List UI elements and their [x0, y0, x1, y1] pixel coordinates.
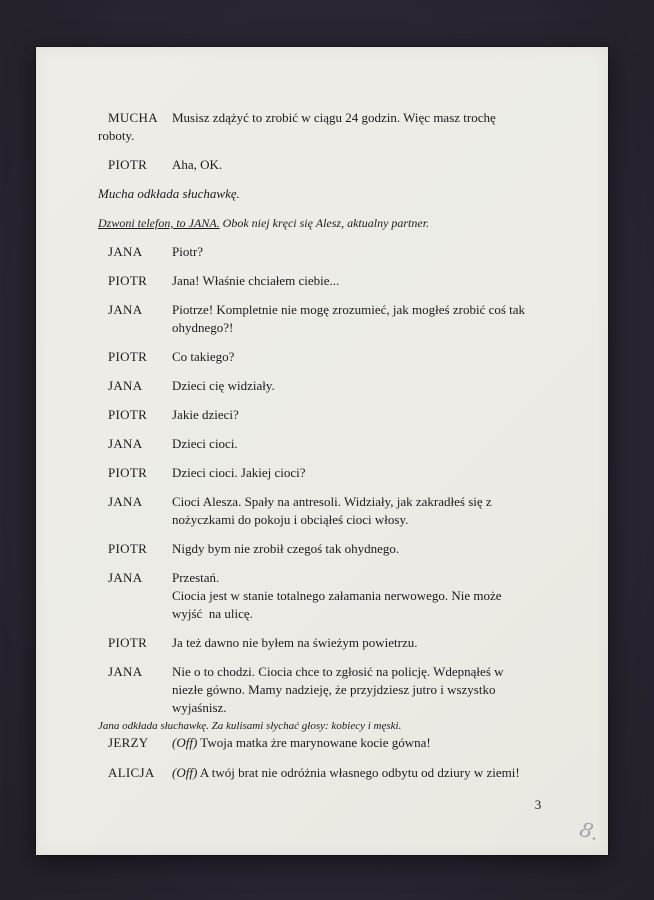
dialogue-line: wyjść na ulicę.	[172, 606, 253, 621]
page-number: 3	[534, 797, 542, 812]
dialogue-block	[98, 301, 608, 337]
dialogue-line: Ja też dawno nie byłem na świeżym powietrzu.	[172, 635, 418, 650]
stage-direction-underlined: Dzwoni telefon, to JANA.	[98, 216, 220, 230]
dialogue-line: niezłe gówno. Mamy nadzieję, że przyjdziesz jutro i wszystko	[172, 682, 496, 697]
dialogue-block	[98, 464, 608, 482]
dialogue-line: Piotrze! Kompletnie nie mogę zrozumieć, jak mogłeś zrobić coś tak	[172, 302, 526, 317]
dialogue-block	[98, 569, 608, 623]
stage-direction: Jana odkłada słuchawkę. Za kulisami słychać głosy: kobiecy i męski.	[98, 720, 402, 732]
speaker-name: PIOTR	[108, 541, 148, 556]
speaker-name: JANA	[108, 244, 143, 259]
stage-direction-rest: Obok niej kręci się Alesz, aktualny partner.	[219, 216, 430, 230]
dialogue-block	[98, 406, 608, 424]
speaker-name: PIOTR	[108, 349, 148, 364]
dialogue-block	[98, 272, 608, 290]
script-page	[36, 47, 608, 855]
dialogue-line	[172, 734, 431, 752]
stage-direction: Mucha odkłada słuchawkę.	[98, 186, 240, 201]
dialogue-text: A twój brat nie odróżnia własnego odbytu od dziury w ziemi!	[197, 765, 520, 780]
dialogue-block	[98, 243, 608, 261]
speaker-name: PIOTR	[108, 157, 148, 172]
speaker-name: MUCHA	[108, 110, 158, 125]
dialogue-block	[98, 493, 608, 529]
dialogue-line	[172, 764, 520, 782]
dialogue-block	[98, 540, 608, 558]
dialogue-block	[98, 156, 608, 174]
dialogue-line: Nie o to chodzi. Ciocia chce to zgłosić na policję. Wdepnąłeś w	[172, 664, 504, 679]
dialogue-line: Dzieci cioci. Jakiej cioci?	[172, 465, 306, 480]
dialogue-block	[98, 663, 608, 717]
speaker-name: JANA	[108, 494, 143, 509]
dialogue-block	[98, 377, 608, 395]
dialogue-line: Jakie dzieci?	[172, 407, 239, 422]
dialogue-line: nożyczkami do pokoju i obciąłeś cioci włosy.	[172, 512, 409, 527]
off-annotation: (Off)	[172, 765, 198, 780]
dialogue-line: Ciocia jest w stanie totalnego załamania nerwowego. Nie może	[172, 588, 502, 603]
stage-direction	[98, 214, 608, 232]
speaker-name: PIOTR	[108, 635, 148, 650]
dialogue-line: Piotr?	[172, 244, 204, 259]
dialogue-line: Nigdy bym nie zrobił czegoś tak ohydnego.	[172, 541, 400, 556]
dialogue-line: Przestań.	[172, 570, 220, 585]
dialogue-block	[98, 435, 608, 453]
dialogue-line: Jana! Właśnie chciałem ciebie...	[172, 273, 340, 288]
off-annotation: (Off)	[172, 735, 198, 750]
dialogue-line: Dzieci cioci.	[172, 436, 238, 451]
dialogue-line: Co takiego?	[172, 349, 235, 364]
speaker-name: JANA	[108, 570, 143, 585]
dialogue-line: roboty.	[98, 128, 135, 143]
script-content	[36, 47, 608, 782]
dialogue-text: Twoja matka żre marynowane kocie gówna!	[197, 735, 431, 750]
dialogue-line: ohydnego?!	[172, 320, 234, 335]
dialogue-line: wyjaśnisz.	[172, 700, 227, 715]
dialogue-block	[98, 734, 608, 752]
dialogue-line: Aha, OK.	[172, 157, 223, 172]
dialogue-line: Musisz zdążyć to zrobić w ciągu 24 godzin. Więc masz trochę	[172, 110, 496, 125]
speaker-name: JANA	[108, 664, 143, 679]
speaker-name: PIOTR	[108, 407, 148, 422]
speaker-name: PIOTR	[108, 465, 148, 480]
dialogue-block	[98, 348, 608, 366]
dialogue-block	[98, 109, 608, 145]
speaker-name: JANA	[108, 302, 143, 317]
handwritten-note: 8.	[577, 816, 603, 846]
speaker-name: JERZY	[108, 735, 149, 750]
speaker-name: JANA	[108, 378, 143, 393]
dialogue-block	[98, 764, 608, 782]
speaker-name: JANA	[108, 436, 143, 451]
speaker-name: ALICJA	[108, 765, 155, 780]
dialogue-block	[98, 634, 608, 652]
speaker-name: PIOTR	[108, 273, 148, 288]
dialogue-line: Cioci Alesza. Spały na antresoli. Widziały, jak zakradłeś się z	[172, 494, 492, 509]
dialogue-line: Dzieci cię widziały.	[172, 378, 275, 393]
